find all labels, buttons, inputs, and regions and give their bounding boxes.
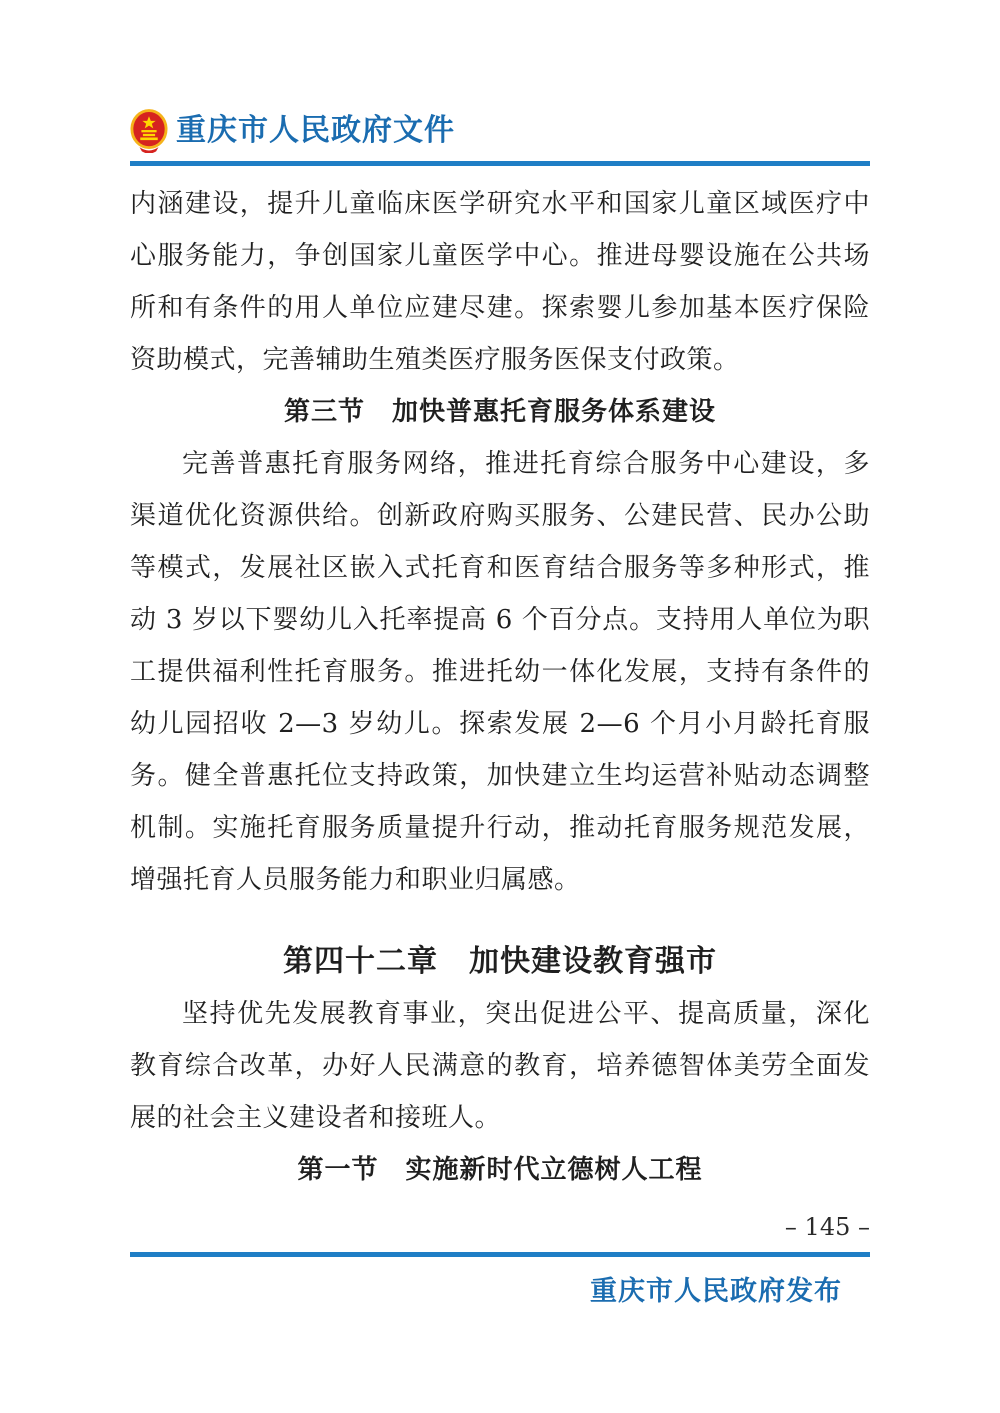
national-emblem-icon xyxy=(130,109,168,153)
page-number: – 145 – xyxy=(784,1213,870,1241)
document-body xyxy=(130,178,870,1196)
paragraph-education: 坚持优先发展教育事业，突出促进公平、提高质量，深化教育综合改革，办好人民满意的教育，培养德智体美劳全面发展的社会主义建设者和接班人。 xyxy=(130,999,870,1133)
section-heading-3: 第三节 加快普惠托育服务体系建设 xyxy=(283,397,716,427)
paragraph-continued: 内涵建设，提升儿童临床医学研究水平和国家儿童区域医疗中心服务能力，争创国家儿童医学中心。推进母婴设施在公共场所和有条件的用人单位应建尽建。探索婴儿参加基本医疗保险资助模式，完善辅助生殖类医疗服务医保支付政策。 xyxy=(130,189,870,375)
section-heading-1: 第一节 实施新时代立德树人工程 xyxy=(297,1155,703,1185)
publisher-line: 重庆市人民政府发布 xyxy=(590,1276,842,1306)
paragraph-tuoyu: 完善普惠托育服务网络，推进托育综合服务中心建设，多渠道优化资源供给。创新政府购买服务、公建民营、民办公助等模式，发展社区嵌入式托育和医育结合服务等多种形式，推动 3 岁以下婴幼儿入托率提高 6 个百分点。支持用人单位为职工提供福利性托育服务。推进托幼一体化发展，支持有条件的幼儿园招收 2—3 岁幼儿。探索发展 2—6 个月小月龄托育服务。健全普惠托位支持政策，加快建立生均运营补贴动态调整机制。实施托育服务质量提升行动，推动托育服务规范发展，增强托育人员服务能力和职业归属感。 xyxy=(130,449,870,895)
document-header xyxy=(130,108,870,154)
footer-rule xyxy=(130,1252,870,1257)
header-title: 重庆市人民政府文件 xyxy=(176,114,455,147)
chapter-heading-42: 第四十二章 加快建设教育强市 xyxy=(283,945,717,978)
header-rule xyxy=(130,161,870,166)
